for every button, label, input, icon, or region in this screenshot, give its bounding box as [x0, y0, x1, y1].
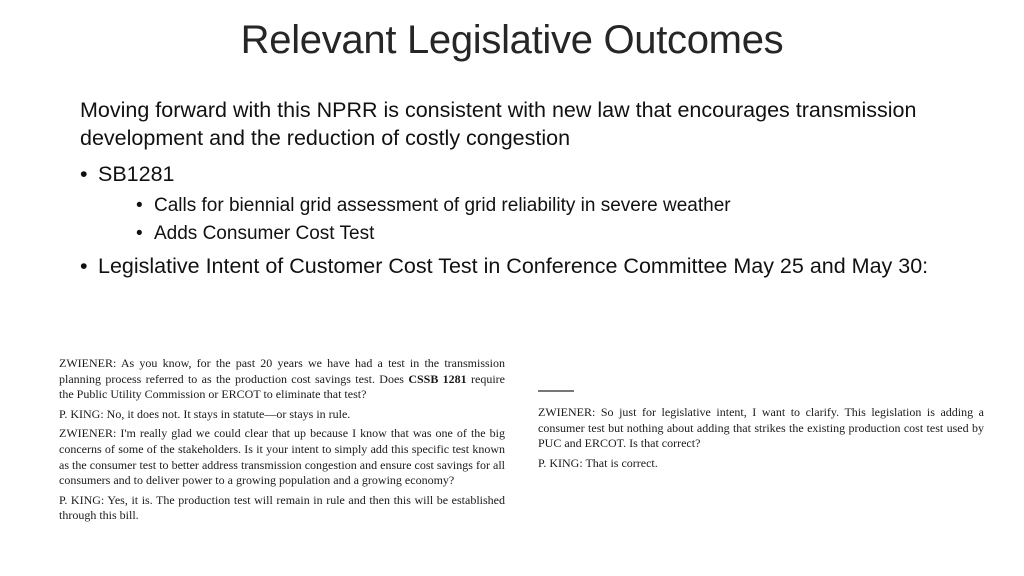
transcript-zwiener-question-1: ZWIENER: As you know, for the past 20 years we have had a test in the transmission planning process referred to as the production cost savings test. Does CSSB 1281 require the Public Utility Commission or ERCOT to eliminate that test?: [59, 356, 505, 402]
transcript-king-answer-3: P. KING: That is correct.: [538, 455, 658, 470]
sub-bullet-assessment: • Calls for biennial grid assessment of grid reliability in severe weather: [98, 192, 960, 220]
transcript-king-answer-2: P. KING: Yes, it is. The production test will remain in rule and then this will be established through this bill.: [59, 492, 505, 523]
sub-bullet-consumer-cost-test: • Adds Consumer Cost Test: [98, 220, 960, 248]
bullet-sb1281: [80, 160, 960, 248]
bullet-sb1281-text: SB1281: [98, 162, 175, 186]
bill-reference: CSSB 1281: [408, 371, 467, 386]
transcript-zwiener-question-2: ZWIENER: I'm really glad we could clear that up because I know that was one of the big concerns of some of the stakeholders. Is it your intent to simply add this specific test known as the consumer test to better address transmission congestion and ensure cost savings for all consumers and to deliver power to a growing population and a growing economy?: [59, 426, 505, 488]
clipped-text-fragment: [538, 388, 578, 394]
bullet-list: [80, 160, 960, 280]
sub-bullet-list: [98, 192, 960, 248]
transcript-zwiener-question-3: ZWIENER: So just for legislative intent, I want to clarify. This legislation is adding a consumer test but nothing about adding that strikes the existing production cost test used by PUC and ERCOT. Is that correct?: [538, 405, 984, 451]
intro-paragraph: Moving forward with this NPRR is consistent with new law that encourages transmission development and the reduction of costly congestion: [80, 98, 917, 150]
transcript-excerpt-may-30: [538, 405, 984, 475]
transcript-excerpt-may-25: [59, 356, 505, 528]
slide-title: Relevant Legislative Outcomes: [240, 18, 784, 62]
transcript-king-answer-1: P. KING: No, it does not. It stays in statute—or stays in rule.: [59, 406, 351, 421]
bullet-legislative-intent: • Legislative Intent of Customer Cost Test in Conference Committee May 25 and May 30:: [80, 252, 960, 280]
